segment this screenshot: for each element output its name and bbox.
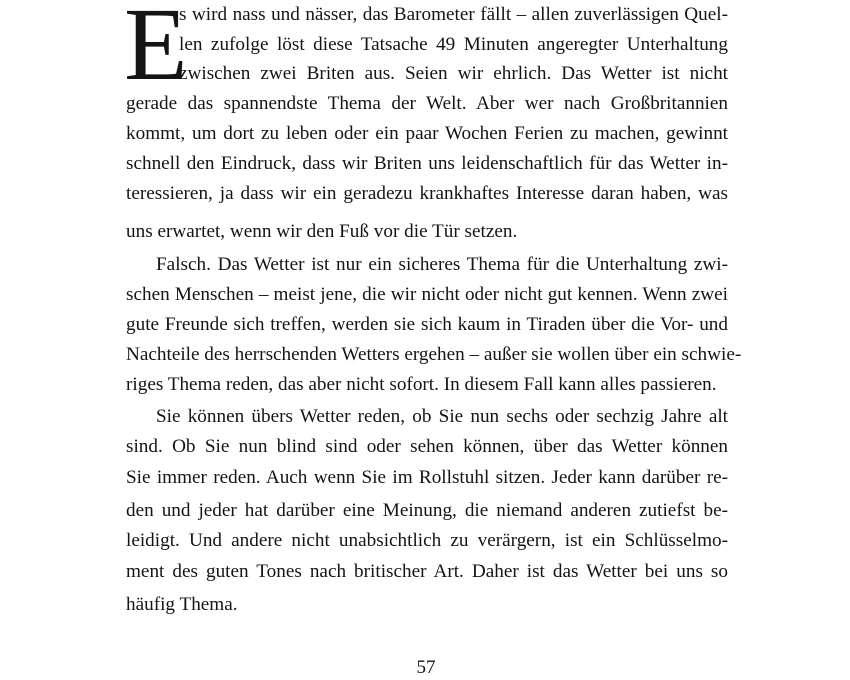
text-line: schen Menschen – meist jene, die wir nicht oder nicht gut kennen. Wenn zwei xyxy=(126,284,728,305)
text-line: ment des guten Tones nach britischer Art. Daher ist das Wetter bei uns so xyxy=(126,561,728,582)
text-line: uns erwartet, wenn wir den Fuß vor die Tür setzen. xyxy=(126,221,518,242)
text-line: riges Thema reden, das aber nicht sofort. In diesem Fall kann alles passieren. xyxy=(126,374,717,395)
text-line: len zufolge löst diese Tatsache 49 Minuten angeregter Unterhaltung xyxy=(179,34,728,55)
text-line: Nachteile des herrschenden Wetters ergehen – außer sie wollen über ein schwie- xyxy=(126,344,742,365)
text-line: kommt, um dort zu leben oder ein paar Wochen Ferien zu machen, gewinnt xyxy=(126,123,728,144)
text-line: schnell den Eindruck, dass wir Briten uns leidenschaftlich für das Wetter in- xyxy=(126,153,728,174)
page-number: 57 xyxy=(416,657,436,678)
text-line: teressieren, ja dass wir ein geradezu krankhaftes Interesse daran haben, was xyxy=(126,183,728,204)
text-line: Falsch. Das Wetter ist nur ein sicheres Thema für die Unterhaltung zwi- xyxy=(156,254,728,275)
text-line: den und jeder hat darüber eine Meinung, die niemand anderen zutiefst be- xyxy=(126,500,728,521)
text-line: zwischen zwei Briten aus. Seien wir ehrlich. Das Wetter ist nicht xyxy=(179,63,728,84)
text-line: Sie immer reden. Auch wenn Sie im Rollstuhl sitzen. Jeder kann darüber re- xyxy=(126,467,728,488)
text-line: leidigt. Und andere nicht unabsichtlich zu verärgern, ist ein Schlüsselmo- xyxy=(126,530,728,551)
text-line: sind. Ob Sie nun blind sind oder sehen können, über das Wetter können xyxy=(126,436,728,457)
text-line: Sie können übers Wetter reden, ob Sie nun sechs oder sechzig Jahre alt xyxy=(156,406,728,427)
text-line: gerade das spannendste Thema der Welt. Aber wer nach Großbritannien xyxy=(126,93,728,114)
text-line: gute Freunde sich treffen, werden sie sich kaum in Tiraden über die Vor- und xyxy=(126,314,728,335)
drop-cap: E xyxy=(124,0,188,102)
text-line: s wird nass und nässer, das Barometer fällt – allen zuverlässigen Quel- xyxy=(179,4,728,25)
text-line: häufig Thema. xyxy=(126,594,238,615)
